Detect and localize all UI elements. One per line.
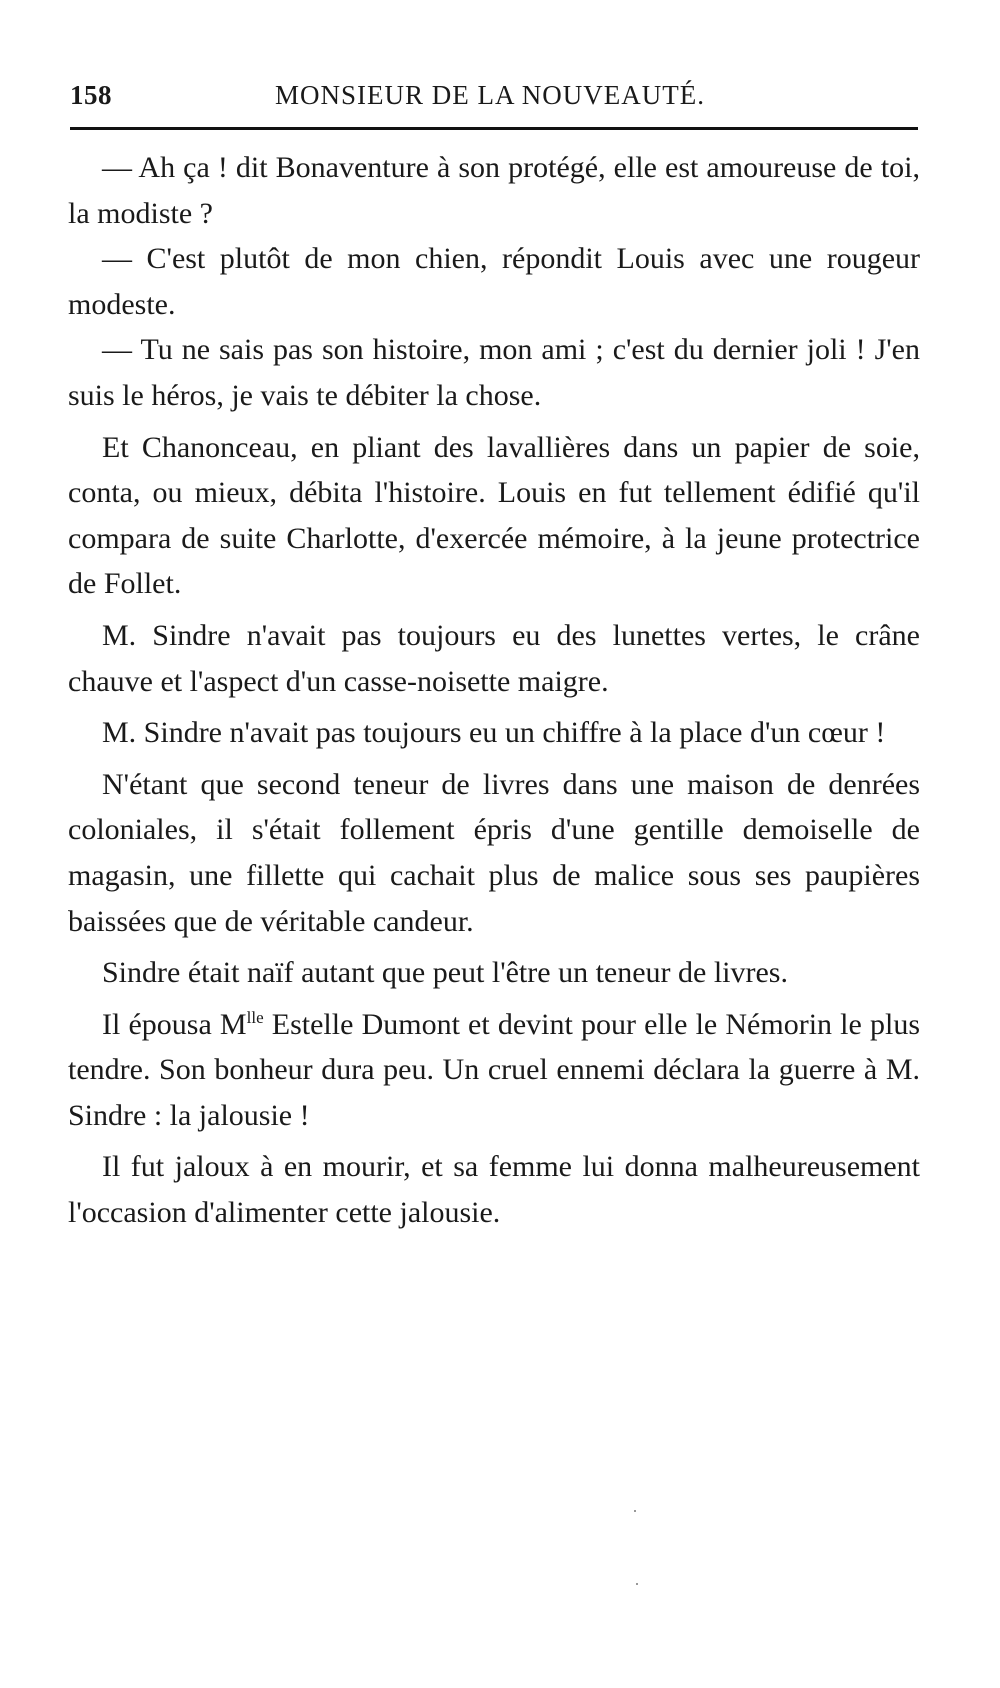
paragraph-5: M. Sindre n'avait pas toujours eu des lunettes vertes, le crâne chauve et l'aspect d'un casse-noisette maigre. (68, 618, 920, 698)
print-speck (634, 1510, 636, 1512)
paragraph-9-start: Il épousa M (102, 1007, 247, 1041)
paragraph-9 (68, 1002, 920, 1139)
paragraph-3: — Tu ne sais pas son histoire, mon ami ; c'est du dernier joli ! J'en suis le héros, je vais te débiter la chose. (68, 333, 920, 412)
running-title: MONSIEUR DE LA NOUVEAUTÉ. (275, 80, 705, 110)
body-text (68, 145, 920, 1236)
paragraph-7: N'étant que second teneur de livres dans une maison de denrées coloniales, il s'était follement épris d'une gentille demoiselle de magasin, une fillette qui cachait plus de malice sous ses paupières baissées que de véritable candeur. (68, 767, 920, 938)
page-number: 158 (70, 80, 112, 110)
paragraph-9-rest: Estelle Dumont et devint pour elle le Némorin le plus tendre. Son bonheur dura peu. Un cruel ennemi déclara la guerre à M. Sindre : la jalousie ! (68, 1007, 920, 1132)
paragraph-1: — Ah ça ! dit Bonaventure à son protégé, elle est amoureuse de toi, la modiste ? (68, 151, 920, 230)
header-rule (70, 127, 918, 130)
running-head (70, 80, 920, 120)
paragraph-4: Et Chanonceau, en pliant des lavallières dans un papier de soie, conta, ou mieux, débita l'histoire. Louis en fut tellement édifié qu'il compara de suite Charlotte, d'exercée mémoire, à la jeune protectrice de Follet. (68, 430, 920, 601)
paragraph-8: Sindre était naïf autant que peut l'être un teneur de livres. (102, 956, 788, 990)
paragraph-6: M. Sindre n'avait pas toujours eu un chiffre à la place d'un cœur ! (102, 716, 886, 750)
print-speck (636, 1583, 638, 1585)
mademoiselle-superscript: lle (246, 1007, 264, 1027)
paragraph-2: — C'est plutôt de mon chien, répondit Louis avec une rougeur modeste. (68, 242, 920, 321)
paragraph-10: Il fut jaloux à en mourir, et sa femme lui donna malheureusement l'occasion d'alimenter cette jalousie. (68, 1150, 920, 1230)
